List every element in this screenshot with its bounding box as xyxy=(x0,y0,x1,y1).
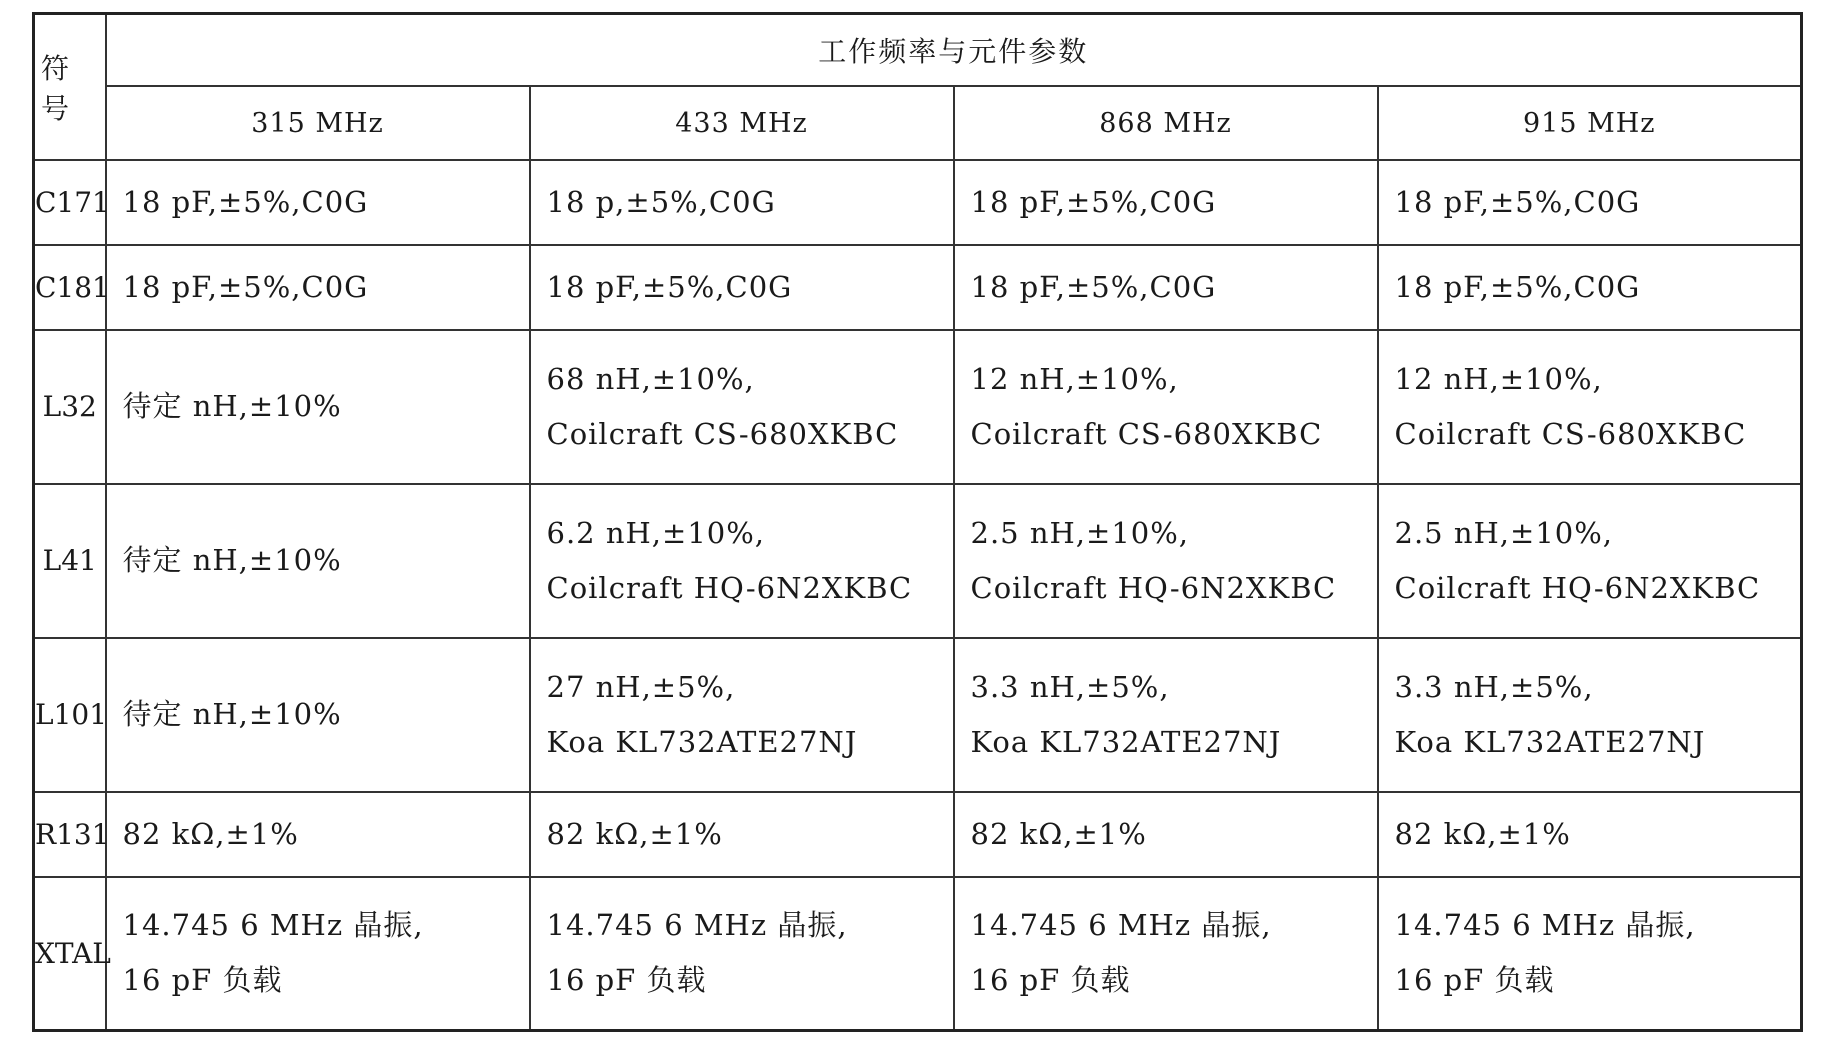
value-cell xyxy=(1378,160,1802,245)
value-cell xyxy=(106,330,530,484)
value-cell xyxy=(1378,792,1802,877)
value-line: 16 pF 负载 xyxy=(1394,963,1555,998)
value-line: 18 pF,±5%,C0G xyxy=(1394,184,1641,219)
value-cell xyxy=(954,160,1378,245)
symbol-column-header: 符 号 xyxy=(34,14,106,161)
value-line: 14.745 6 MHz 晶振, xyxy=(970,908,1272,943)
frequency-header-315: 315 MHz xyxy=(106,86,530,160)
frequency-header-433: 433 MHz xyxy=(530,86,954,160)
value-cell xyxy=(954,330,1378,484)
value-line: Coilcraft HQ-6N2XKBC xyxy=(1394,570,1761,605)
value-cell xyxy=(530,877,954,1031)
value-line: 16 pF 负载 xyxy=(122,963,283,998)
value-cell xyxy=(530,330,954,484)
frequency-group-header: 工作频率与元件参数 xyxy=(106,14,1802,87)
value-line: 82 kΩ,±1% xyxy=(1394,816,1571,851)
value-line: 82 kΩ,±1% xyxy=(546,816,723,851)
value-cell xyxy=(1378,245,1802,330)
value-line: 12 nH,±10%, xyxy=(970,361,1179,396)
value-cell xyxy=(530,484,954,638)
value-line: Coilcraft HQ-6N2XKBC xyxy=(546,570,913,605)
symbol-cell: L101 xyxy=(34,638,106,792)
table-row xyxy=(34,160,1802,245)
value-line: 待定 nH,±10% xyxy=(122,543,342,578)
value-line: 14.745 6 MHz 晶振, xyxy=(546,908,848,943)
value-cell xyxy=(106,484,530,638)
value-cell xyxy=(530,160,954,245)
value-line: 82 kΩ,±1% xyxy=(970,816,1147,851)
component-parameter-table xyxy=(32,12,1803,1032)
value-cell xyxy=(954,638,1378,792)
value-line: 16 pF 负载 xyxy=(970,963,1131,998)
value-cell xyxy=(954,245,1378,330)
value-line: 18 pF,±5%,C0G xyxy=(122,269,369,304)
component-table-container xyxy=(32,12,1802,1032)
value-line: 18 pF,±5%,C0G xyxy=(970,269,1217,304)
frequency-header-868: 868 MHz xyxy=(954,86,1378,160)
value-line: 14.745 6 MHz 晶振, xyxy=(1394,908,1696,943)
table-row xyxy=(34,330,1802,484)
value-line: 18 pF,±5%,C0G xyxy=(122,184,369,219)
value-cell xyxy=(106,792,530,877)
value-cell xyxy=(954,877,1378,1031)
value-line: 18 p,±5%,C0G xyxy=(546,184,776,219)
symbol-cell: R131 xyxy=(34,792,106,877)
value-cell xyxy=(954,484,1378,638)
symbol-cell: C171 xyxy=(34,160,106,245)
frequency-header-915: 915 MHz xyxy=(1378,86,1802,160)
value-line: 2.5 nH,±10%, xyxy=(970,515,1189,550)
value-line: Koa KL732ATE27NJ xyxy=(546,724,858,759)
value-line: 3.3 nH,±5%, xyxy=(970,669,1170,704)
value-cell xyxy=(530,245,954,330)
symbol-cell: C181 xyxy=(34,245,106,330)
value-line: Coilcraft CS-680XKBC xyxy=(970,416,1323,451)
value-cell xyxy=(106,638,530,792)
value-cell xyxy=(1378,638,1802,792)
value-cell xyxy=(1378,484,1802,638)
symbol-cell: L41 xyxy=(34,484,106,638)
table-row xyxy=(34,484,1802,638)
value-line: 18 pF,±5%,C0G xyxy=(546,269,793,304)
value-line: 68 nH,±10%, xyxy=(546,361,755,396)
value-line: 18 pF,±5%,C0G xyxy=(970,184,1217,219)
value-cell xyxy=(530,638,954,792)
value-line: Koa KL732ATE27NJ xyxy=(970,724,1282,759)
value-line: 2.5 nH,±10%, xyxy=(1394,515,1613,550)
value-line: Koa KL732ATE27NJ xyxy=(1394,724,1706,759)
value-line: 18 pF,±5%,C0G xyxy=(1394,269,1641,304)
table-row xyxy=(34,245,1802,330)
value-cell xyxy=(1378,330,1802,484)
symbol-cell: L32 xyxy=(34,330,106,484)
value-line: 14.745 6 MHz 晶振, xyxy=(122,908,424,943)
value-line: 82 kΩ,±1% xyxy=(122,816,299,851)
value-cell xyxy=(106,877,530,1031)
value-line: 16 pF 负载 xyxy=(546,963,707,998)
value-cell xyxy=(106,160,530,245)
value-line: 27 nH,±5%, xyxy=(546,669,736,704)
symbol-cell: XTAL xyxy=(34,877,106,1031)
value-line: 3.3 nH,±5%, xyxy=(1394,669,1594,704)
value-line: 12 nH,±10%, xyxy=(1394,361,1603,396)
table-row xyxy=(34,638,1802,792)
value-line: Coilcraft CS-680XKBC xyxy=(546,416,899,451)
value-cell xyxy=(106,245,530,330)
value-line: Coilcraft HQ-6N2XKBC xyxy=(970,570,1337,605)
value-cell xyxy=(954,792,1378,877)
table-row xyxy=(34,877,1802,1031)
value-line: Coilcraft CS-680XKBC xyxy=(1394,416,1747,451)
value-line: 待定 nH,±10% xyxy=(122,389,342,424)
value-cell xyxy=(530,792,954,877)
table-row xyxy=(34,792,1802,877)
value-cell xyxy=(1378,877,1802,1031)
value-line: 6.2 nH,±10%, xyxy=(546,515,765,550)
value-line: 待定 nH,±10% xyxy=(122,697,342,732)
